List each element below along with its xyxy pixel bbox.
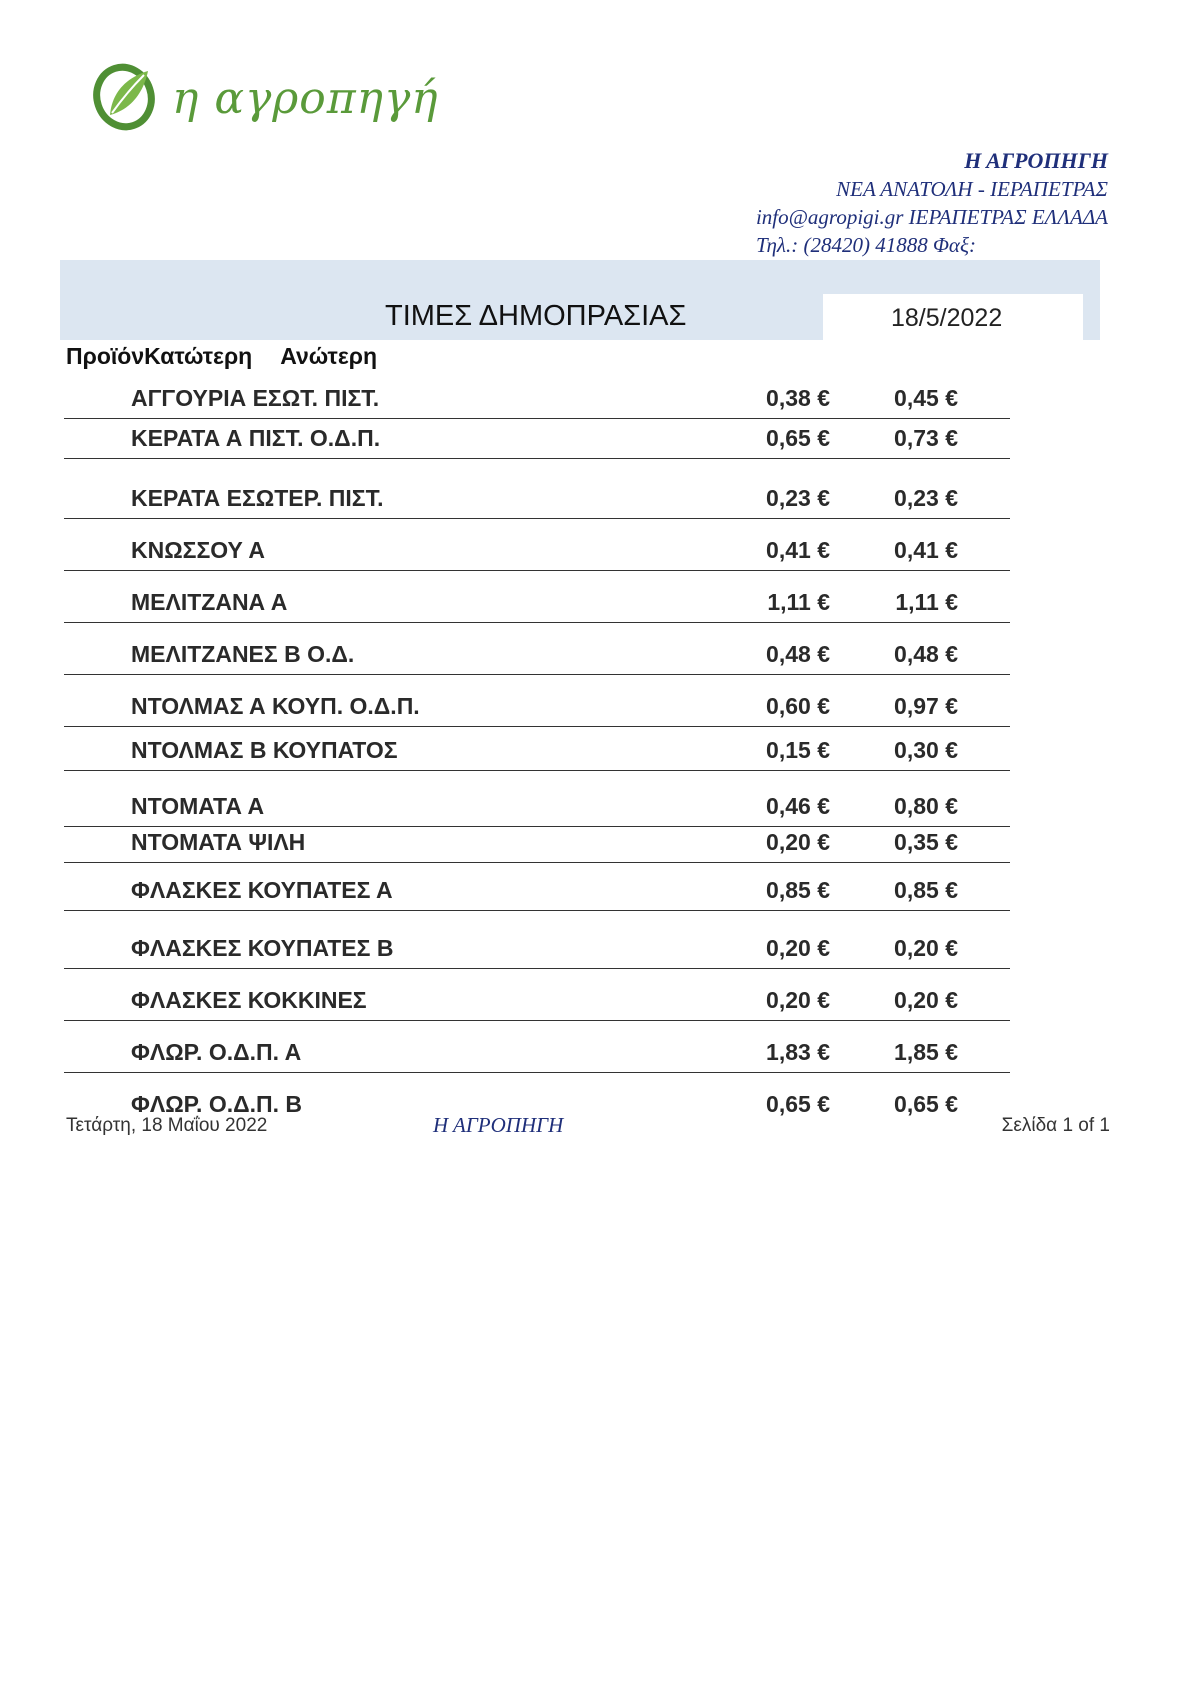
lower-price: 0,20 € [766,987,830,1013]
lower-price: 0,65 € [766,1091,830,1117]
auction-date: 18/5/2022 [891,304,1003,332]
date-box [823,294,1083,340]
table-row [64,674,1010,727]
company-address: ΝΕΑ ΑΝΑΤΟΛΗ - ΙΕΡΑΠΕΤΡΑΣ [836,177,1108,201]
product-name: ΚΕΡΑΤΑ Α ΠΙΣΤ. Ο.Δ.Π. [131,425,381,451]
upper-price: 0,80 € [894,793,958,819]
table-row [64,622,1010,675]
table-row [64,414,1010,459]
product-name: ΦΛΩΡ. Ο.Δ.Π. Β [131,1091,303,1117]
lower-price: 1,11 € [767,589,830,615]
product-name: ΝΤΟΜΑΤΑ Α [131,793,265,819]
table-row [64,570,1010,623]
lower-price: 0,15 € [766,737,830,763]
table-row [64,916,1010,969]
upper-price: 0,30 € [894,737,958,763]
table-row [64,968,1010,1021]
upper-price: 0,65 € [894,1091,958,1117]
lower-price: 0,20 € [766,829,830,855]
upper-price: 0,97 € [894,693,958,719]
upper-price: 0,20 € [894,935,958,961]
leaf-circle-icon [88,55,168,135]
upper-price: 0,45 € [894,385,958,411]
column-header-upper: Ανώτερη [280,343,378,369]
lower-price: 0,20 € [766,935,830,961]
product-name: ΦΛΑΣΚΕΣ ΚΟΥΠΑΤΕΣ Β [131,935,394,961]
product-name: ΦΛΩΡ. Ο.Δ.Π. Α [131,1039,302,1065]
company-phone: Τηλ.: (28420) 41888 Φαξ: [755,233,976,257]
footer-company: Η ΑΓΡΟΠΗΓΗ [433,1113,564,1137]
footer-date: Τετάρτη, 18 Μαΐου 2022 [66,1115,268,1136]
product-name: ΚΝΩΣΣΟΥ Α [131,537,266,563]
upper-price: 1,11 € [895,589,958,615]
lower-price: 0,85 € [766,877,830,903]
product-name: ΝΤΟΛΜΑΣ Α ΚΟΥΠ. Ο.Δ.Π. [131,693,420,719]
lower-price: 0,46 € [766,793,830,819]
lower-price: 0,41 € [766,537,830,563]
table-row [64,818,1010,863]
lower-price: 0,60 € [766,693,830,719]
company-info [756,147,1108,259]
column-header-product: Προϊόν [66,343,145,369]
table-row [64,370,1010,419]
column-headers [66,343,377,370]
upper-price: 0,23 € [894,485,958,511]
product-name: ΜΕΛΙΤΖΑΝΑ Α [131,589,288,615]
table-row [64,466,1010,519]
product-name: ΦΛΑΣΚΕΣ ΚΟΚΚΙΝΕΣ [131,987,367,1013]
upper-price: 1,85 € [894,1039,958,1065]
upper-price: 0,73 € [894,425,958,451]
product-name: ΝΤΟΛΜΑΣ Β ΚΟΥΠΑΤΟΣ [131,737,398,763]
product-name: ΝΤΟΜΑΤΑ ΨΙΛΗ [131,829,306,855]
company-email: info@agropigi.gr ΙΕΡΑΠΕΤΡΑΣ ΕΛΛΑΔΑ [755,205,1108,229]
column-header-lower: Κατώτερη [144,343,253,369]
upper-price: 0,48 € [894,641,958,667]
lower-price: 1,83 € [766,1039,830,1065]
table-row [64,864,1010,911]
table-row [64,518,1010,571]
lower-price: 0,65 € [766,425,830,451]
table-row [64,1020,1010,1073]
lower-price: 0,23 € [766,485,830,511]
lower-price: 0,38 € [766,385,830,411]
logo-wordmark: η αγροπηγή [172,73,439,124]
product-name: ΜΕΛΙΤΖΑΝΕΣ Β Ο.Δ. [131,641,355,667]
footer-page-number: Σελίδα 1 of 1 [1001,1115,1110,1136]
company-name: Η ΑΓΡΟΠΗΓΗ [964,148,1108,173]
upper-price: 0,20 € [894,987,958,1013]
lower-price: 0,48 € [766,641,830,667]
table-row [64,722,1010,771]
upper-price: 0,35 € [894,829,958,855]
page-title: ΤΙΜΕΣ ΔΗΜΟΠΡΑΣΙΑΣ [385,300,687,332]
product-name: ΦΛΑΣΚΕΣ ΚΟΥΠΑΤΕΣ Α [131,877,393,903]
product-name: ΚΕΡΑΤΑ ΕΣΩΤΕΡ. ΠΙΣΤ. [131,485,384,511]
product-name: ΑΓΓΟΥΡΙΑ ΕΣΩΤ. ΠΙΣΤ. [131,385,380,411]
company-logo [88,55,439,145]
upper-price: 0,85 € [894,877,958,903]
upper-price: 0,41 € [894,537,958,563]
